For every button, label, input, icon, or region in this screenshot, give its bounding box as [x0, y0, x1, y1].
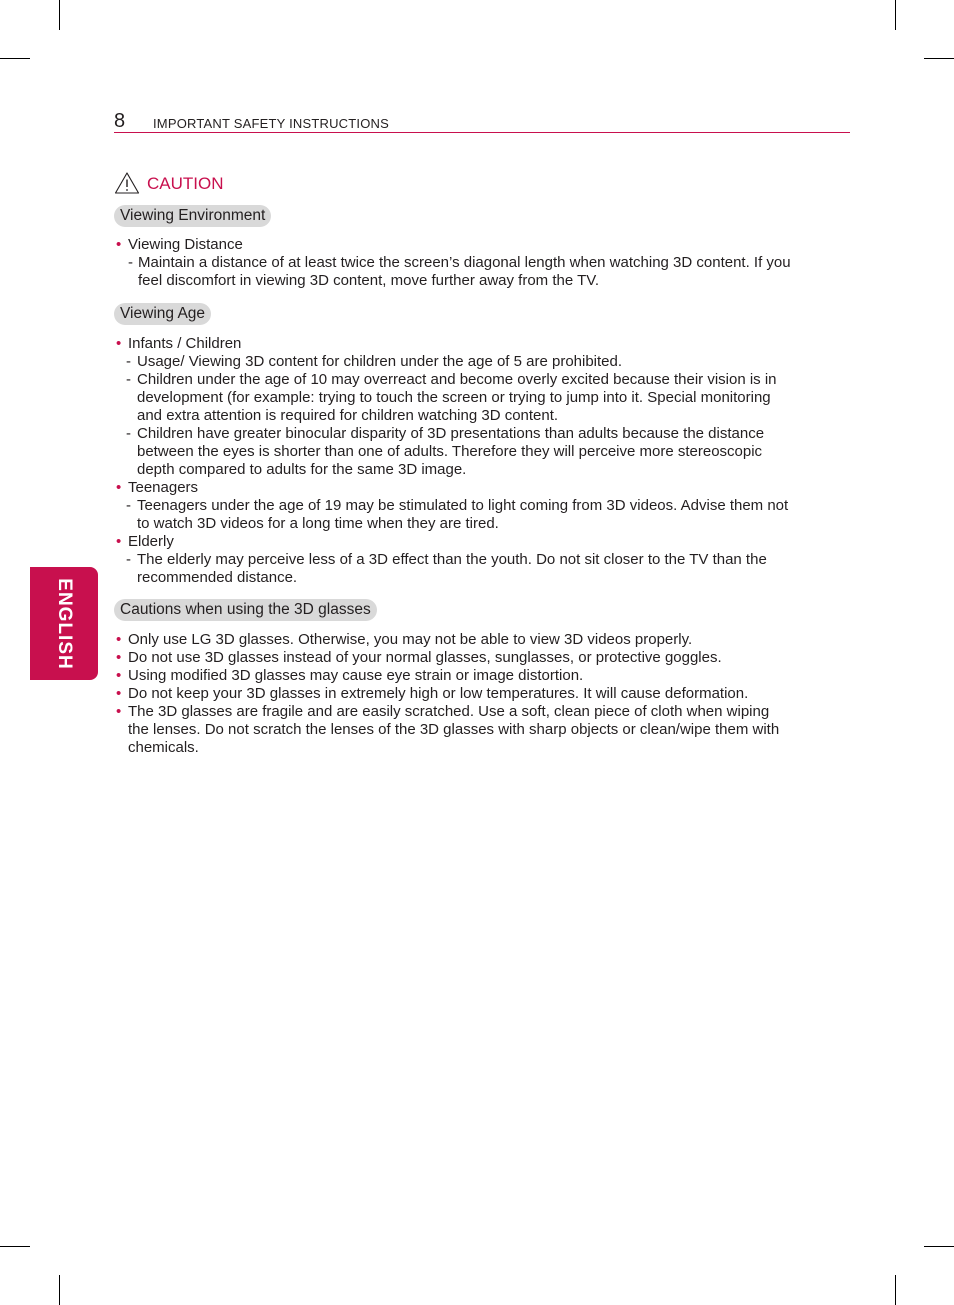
- section-heading-viewing-environment: Viewing Environment: [114, 205, 271, 227]
- crop-mark: [0, 1246, 30, 1247]
- item-text: between the eyes is shorter than one of adults. Therefore they will perceive more stereoscopic: [137, 443, 763, 460]
- dash: -: [126, 425, 131, 442]
- item-text: and extra attention is required for children watching 3D content.: [137, 407, 559, 424]
- item-text: to watch 3D videos for a long time when they are tired.: [137, 515, 499, 532]
- item-text: Do not keep your 3D glasses in extremely high or low temperatures. It will cause deformation.: [128, 685, 749, 702]
- dash: -: [128, 254, 133, 271]
- item-text: Children have greater binocular disparity of 3D presentations than adults because the distance: [137, 425, 765, 442]
- language-tab-label: ENGLISH: [54, 577, 75, 670]
- item-text: The 3D glasses are fragile and are easily scratched. Use a soft, clean piece of cloth when wiping: [128, 703, 770, 720]
- crop-mark: [895, 0, 896, 30]
- bullet: •: [116, 236, 122, 253]
- bullet: •: [116, 649, 122, 666]
- bullet: •: [116, 685, 122, 702]
- item-text: chemicals.: [128, 739, 199, 756]
- item-text: Children under the age of 10 may overreact and become overly excited because their vision is in: [137, 371, 777, 388]
- bullet: •: [116, 479, 122, 496]
- item-title: Infants / Children: [128, 335, 242, 352]
- page-header: [114, 110, 850, 133]
- page-number: 8: [114, 110, 126, 132]
- crop-mark: [924, 58, 954, 59]
- bullet: •: [116, 667, 122, 684]
- bullet: •: [116, 631, 122, 648]
- crop-mark: [924, 1246, 954, 1247]
- item-text: the lenses. Do not scratch the lenses of the 3D glasses with sharp objects or clean/wipe them with: [128, 721, 780, 738]
- language-tab: [30, 567, 98, 680]
- crop-mark: [895, 1275, 896, 1305]
- dash: -: [126, 551, 131, 568]
- section-heading-3d-glasses: Cautions when using the 3D glasses: [114, 599, 377, 621]
- running-title: IMPORTANT SAFETY INSTRUCTIONS: [153, 116, 389, 131]
- bullet: •: [116, 703, 122, 720]
- caution-label: CAUTION: [147, 174, 224, 193]
- dash: -: [126, 371, 131, 388]
- item-text: feel discomfort in viewing 3D content, move further away from the TV.: [138, 272, 600, 289]
- item-text: development (for example: trying to touch the screen or trying to jump into it. Special monitoring: [137, 389, 771, 406]
- item-text: Using modified 3D glasses may cause eye strain or image distortion.: [128, 667, 584, 684]
- item-text: Maintain a distance of at least twice the screen’s diagonal length when watching 3D content. If you: [138, 254, 791, 271]
- section-heading-viewing-age: Viewing Age: [114, 303, 211, 325]
- bullet: •: [116, 533, 122, 550]
- item-title: Viewing Distance: [128, 236, 243, 253]
- item-text: depth compared to adults for the same 3D image.: [137, 461, 467, 478]
- crop-mark: [59, 0, 60, 30]
- crop-mark: [0, 58, 30, 59]
- crop-mark: [59, 1275, 60, 1305]
- item-text: Usage/ Viewing 3D content for children under the age of 5 are prohibited.: [137, 353, 623, 370]
- item-text: Only use LG 3D glasses. Otherwise, you may not be able to view 3D videos properly.: [128, 631, 693, 648]
- item-text: Teenagers under the age of 19 may be stimulated to light coming from 3D videos. Advise them not: [137, 497, 789, 514]
- item-title: Teenagers: [128, 479, 199, 496]
- item-title: Elderly: [128, 533, 174, 550]
- dash: -: [126, 353, 131, 370]
- item-text: recommended distance.: [137, 569, 298, 586]
- item-text: The elderly may perceive less of a 3D effect than the youth. Do not sit closer to the TV than the: [137, 551, 767, 568]
- warning-triangle-icon: [114, 171, 140, 195]
- bullet: •: [116, 335, 122, 352]
- dash: -: [126, 497, 131, 514]
- item-text: Do not use 3D glasses instead of your normal glasses, sunglasses, or protective goggles.: [128, 649, 722, 666]
